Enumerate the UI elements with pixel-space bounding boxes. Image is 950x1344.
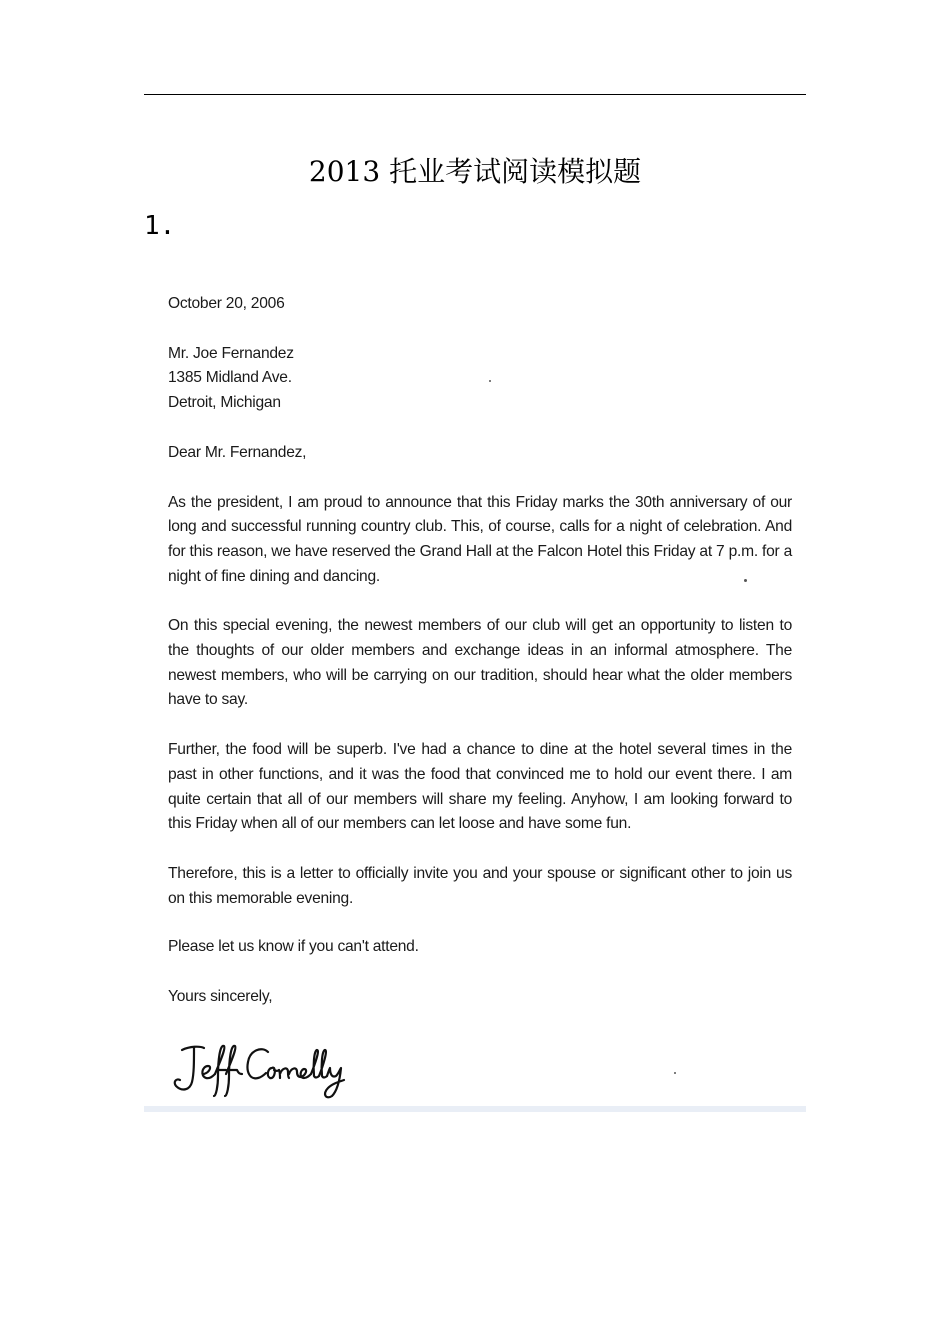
recipient-city: Detroit, Michigan (168, 394, 281, 412)
letter-date: October 20, 2006 (168, 295, 285, 312)
recipient-street: 1385 Midland Ave. (168, 369, 292, 387)
scan-speck (744, 579, 747, 582)
paragraph-rsvp: Please let us know if you can't attend. (168, 938, 419, 956)
salutation: Dear Mr. Fernandez, (168, 443, 307, 461)
scan-speck (489, 380, 491, 382)
question-number: 1. (144, 211, 176, 241)
letter-body (168, 292, 806, 1010)
signature-handwritten (164, 1040, 364, 1100)
paragraph-evening: On this special evening, the newest members of our club will get an opportunity to listen to the thoughts of our older members and exchange ideas in an informal atmosphere. The newest members, who will be carrying on our tradition, should hear what the older members have to say. (168, 617, 792, 709)
paragraph-announcement: As the president, I am proud to announce that this Friday marks the 30th anniversary of our long and successful running country club. This, of course, calls for a night of celebration. And for this reason, we have reserved the Grand Hall at the Falcon Hotel this Friday at 7 p.m. for a night of fine dining and dancing. (168, 493, 792, 585)
letter-scan (144, 272, 806, 1112)
closing: Yours sincerely, (168, 988, 273, 1006)
scan-speck (674, 1072, 676, 1074)
paragraph-food: Further, the food will be superb. I've had a chance to dine at the hotel several times in the past in other functions, and it was the food that convinced me to hold our event there. I am quite certain that all of our members will share my feeling. Anyhow, I am looking forward to this Friday when all of our members can let loose and have some fun. (168, 741, 792, 833)
header-rule (144, 94, 806, 95)
paragraph-invitation: Therefore, this is a letter to officially invite you and your spouse or significant other to join us on this memorable evening. (168, 864, 792, 907)
page-title: 2013 托业考试阅读模拟题 (308, 155, 642, 188)
recipient-name: Mr. Joe Fernandez (168, 344, 294, 362)
